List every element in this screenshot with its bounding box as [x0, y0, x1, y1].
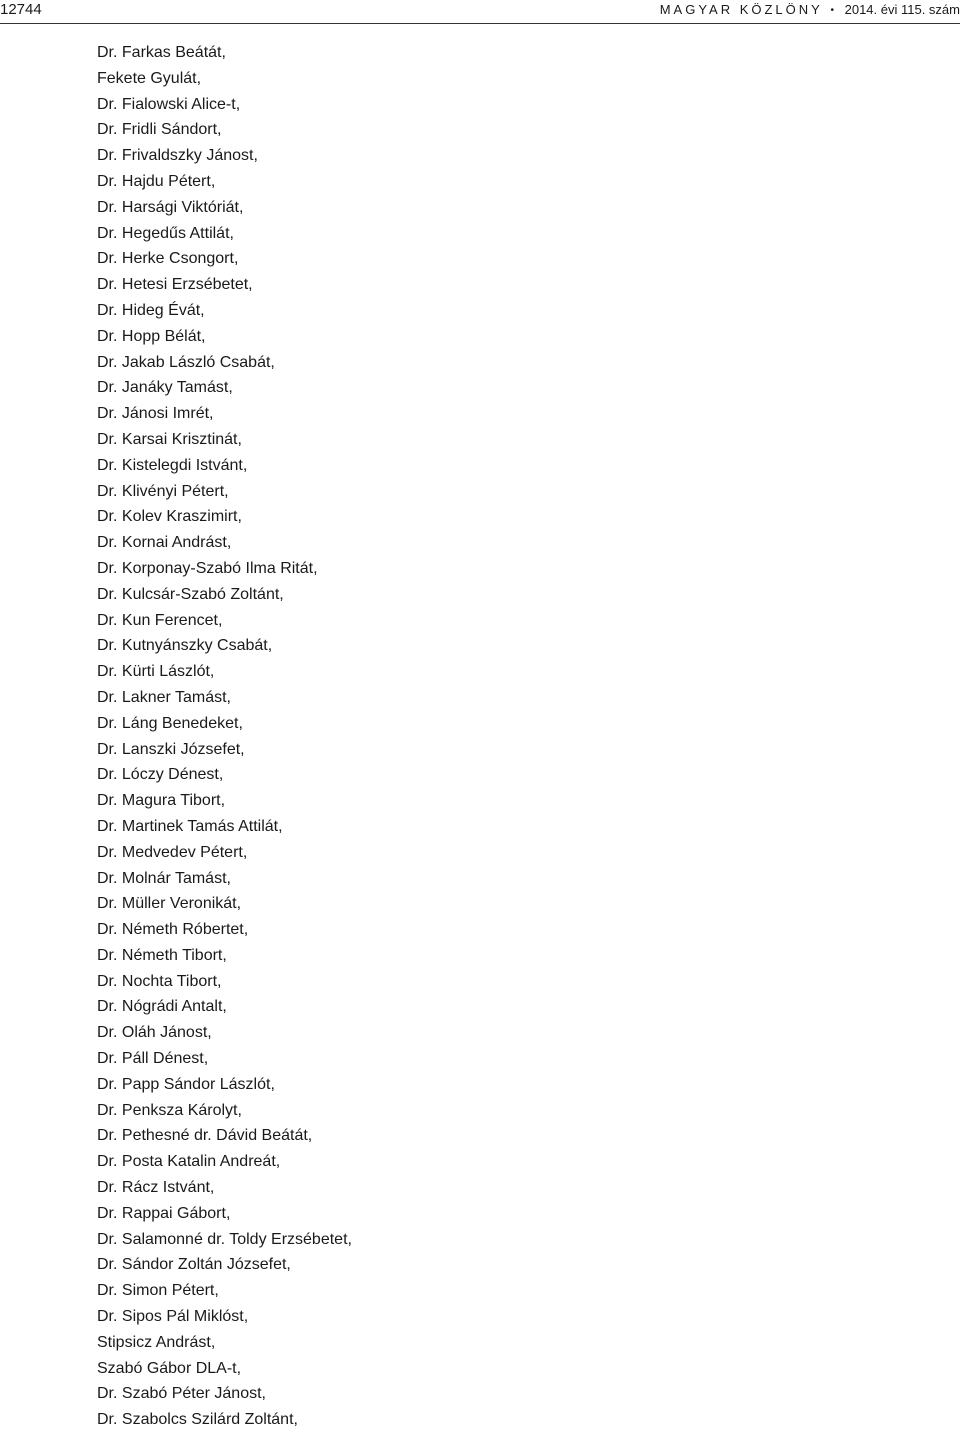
list-item: Fekete Gyulát,: [97, 69, 202, 87]
list-item: Dr. Kulcsár-Szabó Zoltánt,: [97, 585, 284, 603]
list-item: Dr. Medvedev Pétert,: [97, 843, 248, 861]
list-item: Dr. Salamonné dr. Toldy Erzsébetet,: [97, 1230, 352, 1248]
list-item: Dr. Kun Ferencet,: [97, 611, 223, 629]
page-header: [0, 0, 960, 22]
list-item: Dr. Müller Veronikát,: [97, 895, 242, 913]
issue-label: 2014. évi 115. szám: [844, 2, 960, 17]
list-item: Dr. Nochta Tibort,: [97, 972, 222, 990]
list-item: Dr. Lóczy Dénest,: [97, 766, 224, 784]
list-item: Dr. Szabolcs Szilárd Zoltánt,: [97, 1411, 298, 1429]
list-item: Dr. Hideg Évát,: [97, 301, 205, 319]
list-item: Dr. Karsai Krisztinát,: [97, 430, 242, 448]
list-item: Dr. Láng Benedeket,: [97, 714, 243, 732]
list-item: Dr. Hegedűs Attilát,: [97, 224, 234, 242]
names-list: [97, 40, 352, 1433]
list-item: Dr. Lakner Tamást,: [97, 688, 231, 706]
list-item: Dr. Sipos Pál Miklóst,: [97, 1308, 249, 1326]
list-item: Dr. Hopp Bélát,: [97, 327, 206, 345]
list-item: Dr. Németh Róbertet,: [97, 921, 249, 939]
list-item: Dr. Sándor Zoltán Józsefet,: [97, 1256, 291, 1274]
list-item: Szabó Gábor DLA-t,: [97, 1359, 242, 1377]
list-item: Dr. Kistelegdi Istvánt,: [97, 456, 248, 474]
list-item: Dr. Lanszki Józsefet,: [97, 740, 245, 758]
list-item: Dr. Magura Tibort,: [97, 792, 226, 810]
list-item: Dr. Molnár Tamást,: [97, 869, 231, 887]
journal-info: [660, 1, 960, 20]
list-item: Dr. Papp Sándor Lászlót,: [97, 1075, 275, 1093]
list-item: Dr. Kürti Lászlót,: [97, 663, 215, 681]
list-item: Dr. Herke Csongort,: [97, 250, 239, 268]
list-item: Dr. Rappai Gábort,: [97, 1204, 231, 1222]
list-item: Dr. Fialowski Alice-t,: [97, 95, 241, 113]
list-item: Dr. Klivényi Pétert,: [97, 482, 229, 500]
header-rule: [0, 23, 960, 24]
list-item: Dr. Nógrádi Antalt,: [97, 998, 227, 1016]
list-item: Dr. Harsági Viktóriát,: [97, 198, 244, 216]
list-item: Dr. Hetesi Erzsébetet,: [97, 276, 253, 294]
list-item: Dr. Jánosi Imrét,: [97, 405, 214, 423]
page-number: 12744: [0, 1, 42, 18]
journal-title: MAGYAR KÖZLÖNY: [659, 2, 823, 17]
list-item: Dr. Simon Pétert,: [97, 1282, 219, 1300]
list-item: Dr. Martinek Tamás Attilát,: [97, 817, 283, 835]
list-item: Dr. Rácz Istvánt,: [97, 1179, 215, 1197]
list-item: Dr. Oláh Jánost,: [97, 1024, 212, 1042]
list-item: Dr. Németh Tibort,: [97, 946, 227, 964]
list-item: Dr. Korponay-Szabó Ilma Ritát,: [97, 559, 318, 577]
list-item: Dr. Frivaldszky Jánost,: [97, 147, 258, 165]
list-item: Dr. Janáky Tamást,: [97, 379, 233, 397]
list-item: Dr. Penksza Károlyt,: [97, 1101, 242, 1119]
list-item: Dr. Kornai Andrást,: [97, 534, 232, 552]
list-item: Dr. Páll Dénest,: [97, 1050, 209, 1068]
list-item: Dr. Farkas Beátát,: [97, 44, 226, 61]
list-item: Dr. Pethesné dr. Dávid Beátát,: [97, 1127, 313, 1145]
list-item: Dr. Kolev Kraszimirt,: [97, 508, 242, 526]
list-item: Dr. Hajdu Pétert,: [97, 172, 216, 190]
list-item: Dr. Kutnyánszky Csabát,: [97, 637, 273, 655]
list-item: Dr. Posta Katalin Andreát,: [97, 1153, 281, 1171]
list-item: Dr. Fridli Sándort,: [97, 121, 222, 139]
list-item: Dr. Szabó Péter Jánost,: [97, 1385, 266, 1403]
bullet-separator: •: [830, 5, 834, 16]
list-item: Stipsicz Andrást,: [97, 1333, 216, 1351]
list-item: Dr. Jakab László Csabát,: [97, 353, 275, 371]
